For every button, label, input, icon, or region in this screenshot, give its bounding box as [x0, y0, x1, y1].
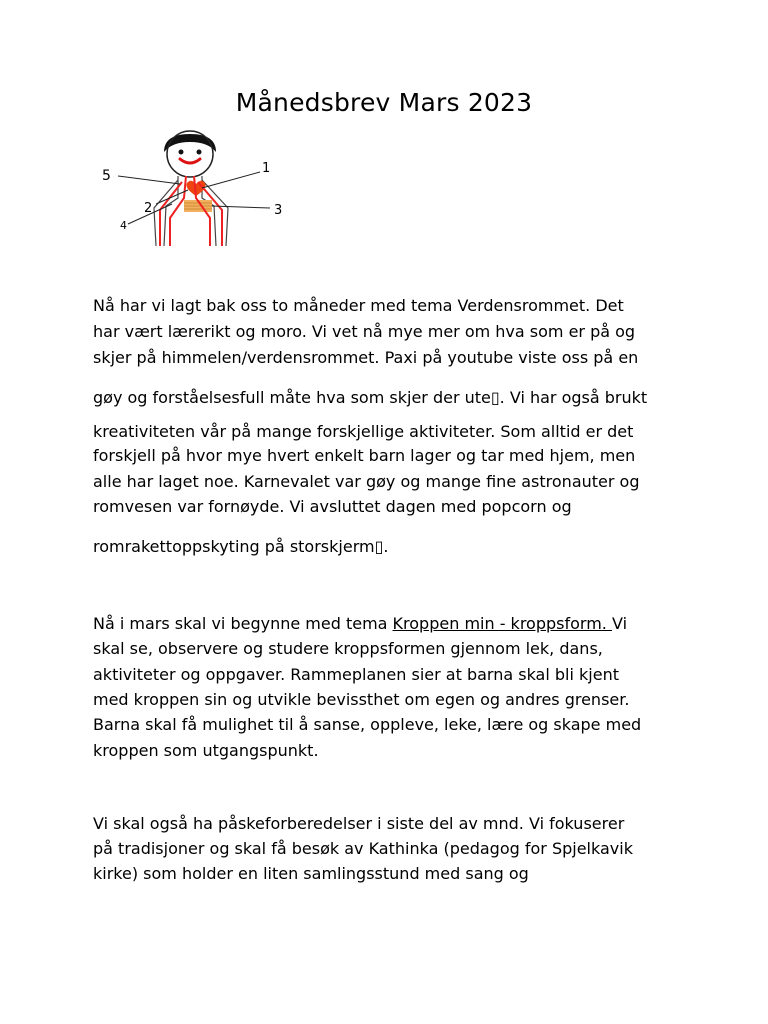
- text-line: Nå har vi lagt bak oss to måneder med tema Verdensrommet. Det: [93, 296, 624, 315]
- text-line: Barna skal få mulighet til å sanse, oppleve, leke, lære og skape med: [93, 715, 642, 734]
- text-line: skjer på himmelen/verdensrommet. Paxi på youtube viste oss på en: [93, 348, 639, 367]
- text-line: Vi skal også ha påskeforberedelser i siste del av mnd. Vi fokuserer: [93, 814, 625, 833]
- text-line: romvesen var fornøyde. Vi avsluttet dagen med popcorn og: [93, 497, 572, 516]
- text-segment: Vi: [611, 614, 628, 633]
- text-line: [93, 614, 627, 633]
- page-title: Månedsbrev Mars 2023: [235, 88, 533, 117]
- text-line: kreativiteten vår på mange forskjellige aktiviteter. Som alltid er det: [93, 422, 634, 441]
- text-line: på tradisjoner og skal få besøk av Kathinka (pedagog for Spjelkavik: [93, 839, 633, 858]
- text-segment: Nå i mars skal vi begynne med tema: [93, 614, 393, 633]
- label-4: 4: [120, 219, 127, 232]
- text-line: romrakettoppskyting på storskjerm▯.: [93, 537, 389, 556]
- mouth: [180, 159, 200, 163]
- hair-shape: [164, 134, 216, 152]
- label-3: 3: [274, 203, 283, 218]
- label-1: 1: [262, 161, 271, 176]
- text-line: kroppen som utgangspunkt.: [93, 741, 319, 760]
- left-eye: [179, 150, 184, 155]
- label-2: 2: [144, 201, 153, 216]
- label-5: 5: [102, 168, 111, 184]
- text-line: kirke) som holder en liten samlingsstund med sang og: [93, 864, 529, 883]
- text-line: gøy og forståelsesfull måte hva som skjer der ute▯. Vi har også brukt: [93, 388, 648, 407]
- pointer-line-5: [118, 176, 180, 184]
- text-line: forskjell på hvor mye hvert enkelt barn lager og tar med hjem, men: [93, 446, 636, 465]
- body-illustration: [98, 128, 304, 246]
- topic-link[interactable]: Kroppen min - kroppsform.: [392, 614, 612, 633]
- text-line: skal se, observere og studere kroppsformen gjennom lek, dans,: [93, 639, 603, 658]
- text-line: alle har laget noe. Karnevalet var gøy og mange fine astronauter og: [93, 472, 640, 491]
- text-line: har vært lærerikt og moro. Vi vet nå mye mer om hva som er på og: [93, 322, 636, 341]
- right-eye: [197, 150, 202, 155]
- text-line: med kroppen sin og utvikle bevissthet om egen og andres grenser.: [93, 690, 630, 709]
- pointer-line-1: [202, 172, 260, 188]
- text-line: aktiviteter og oppgaver. Rammeplanen sier at barna skal bli kjent: [93, 665, 619, 684]
